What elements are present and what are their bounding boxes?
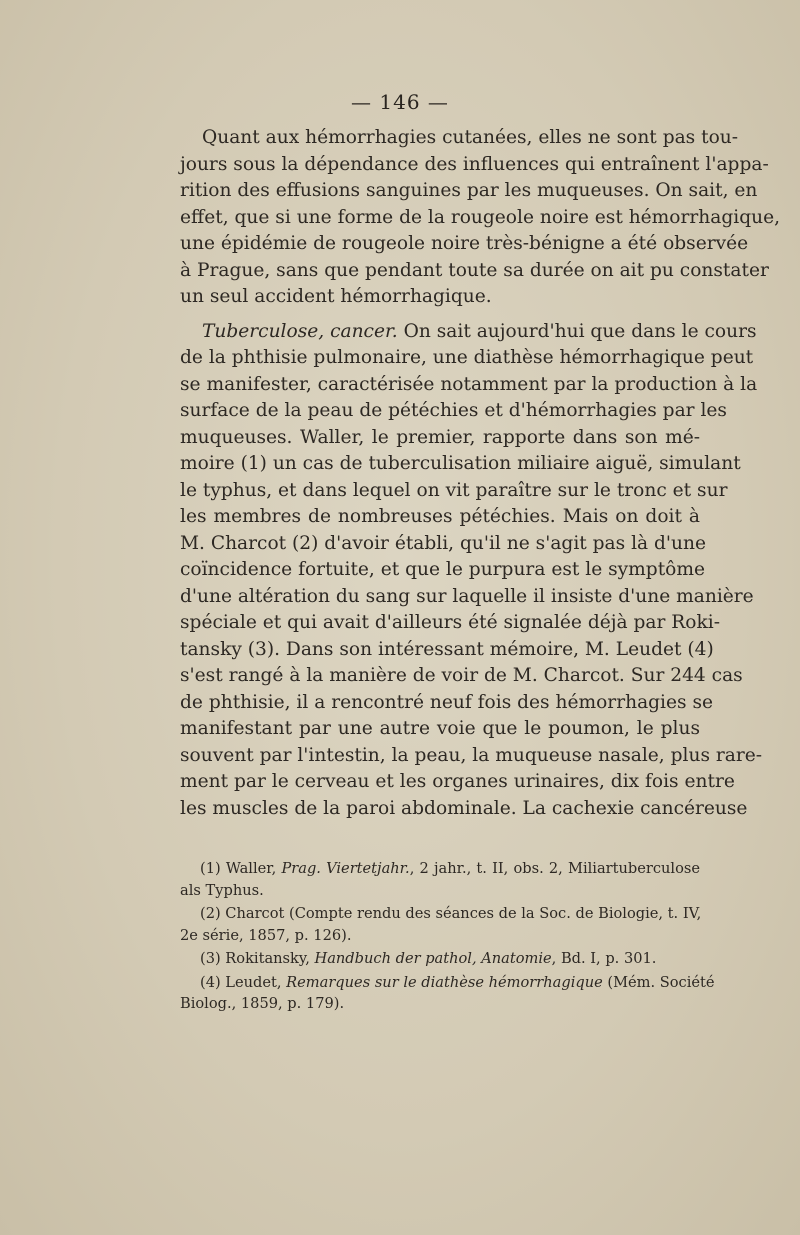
footnote-text: (1) Waller, bbox=[200, 860, 282, 877]
text-fragment: On sait aujourd'hui que dans le cours bbox=[397, 320, 757, 342]
footnote-1 bbox=[180, 858, 700, 901]
text-line: de la phthisie pulmonaire, une diathèse hémorrhagique peut bbox=[180, 347, 754, 368]
footnote-line: Biolog., 1859, p. 179). bbox=[180, 995, 345, 1012]
footnote-line: 2e série, 1857, p. 126). bbox=[180, 926, 352, 944]
text-line: les muscles de la paroi abdominale. La cachexie cancéreuse bbox=[180, 797, 748, 819]
text-line: se manifester, caractérisée notamment par la production à la bbox=[180, 373, 758, 395]
footnote-title: Remarques sur le diathèse hémorrhagique bbox=[286, 973, 603, 991]
text-line: s'est rangé à la manière de voir de M. Charcot. Sur 244 cas bbox=[180, 665, 743, 686]
text-line: muqueuses. Waller, le premier, rapporte dans son mé- bbox=[180, 426, 700, 448]
footnote-line: (2) Charcot (Compte rendu des séances de la Soc. de Biologie, t. IV, bbox=[200, 905, 702, 922]
footnote-line bbox=[180, 858, 700, 880]
footnote-text: (3) Rokitansky, bbox=[200, 950, 315, 967]
text-line bbox=[180, 319, 757, 346]
footnote-line: als Typhus. bbox=[180, 881, 264, 899]
footnote-title: Handbuch der pathol, Anatomie bbox=[314, 950, 552, 967]
text-line: surface de la peau de pétéchies et d'hémorrhagies par les bbox=[180, 400, 727, 421]
text-line: de phthisie, il a rencontré neuf fois des hémorrhagies se bbox=[180, 691, 713, 713]
text-line: à Prague, sans que pendant toute sa durée on ait pu constater bbox=[180, 259, 769, 281]
footnote-line bbox=[180, 972, 715, 994]
text-line: M. Charcot (2) d'avoir établi, qu'il ne s'agit pas là d'une bbox=[180, 532, 706, 554]
text-line: effet, que si une forme de la rougeole noire est hémorrhagique, bbox=[180, 206, 780, 228]
text-line: rition des effusions sanguines par les muqueuses. On sait, en bbox=[180, 180, 758, 201]
footnote-line bbox=[180, 948, 700, 970]
text-line: souvent par l'intestin, la peau, la muqueuse nasale, plus rare- bbox=[180, 744, 763, 766]
footnote-text: , Bd. I, p. 301. bbox=[551, 950, 657, 967]
text-line: les membres de nombreuses pétéchies. Mais on doit à bbox=[180, 506, 700, 527]
footnote-3 bbox=[180, 948, 700, 970]
text-line: ment par le cerveau et les organes urinaires, dix fois entre bbox=[180, 771, 735, 792]
text-line: un seul accident hémorrhagique. bbox=[180, 286, 492, 307]
section-heading: Tuberculose, cancer. bbox=[202, 320, 398, 342]
text-line: d'une altération du sang sur laquelle il insiste d'une manière bbox=[180, 585, 754, 607]
text-line: Quant aux hémorrhagies cutanées, elles ne sont pas tou- bbox=[202, 127, 739, 148]
text-line: le typhus, et dans lequel on vit paraître sur le tronc et sur bbox=[180, 479, 728, 501]
text-line: manifestant par une autre voie que le poumon, le plus bbox=[180, 718, 700, 739]
footnote-2 bbox=[180, 903, 700, 946]
footnote-text: (Mém. Société bbox=[602, 973, 715, 991]
page-number: — 146 — bbox=[351, 90, 449, 114]
text-line: une épidémie de rougeole noire très-bénigne a été observée bbox=[180, 233, 749, 254]
text-line: jours sous la dépendance des influences qui entraînent l'appa- bbox=[180, 153, 769, 175]
footnote-text: , 2 jahr., t. II, obs. 2, Miliartuberculose bbox=[409, 860, 700, 877]
footnotes bbox=[180, 858, 715, 1015]
text-line: spéciale et qui avait d'ailleurs été signalée déjà par Roki- bbox=[180, 612, 720, 633]
footnote-4 bbox=[180, 972, 715, 1015]
paragraph-tuberculosis-cancer bbox=[180, 319, 763, 823]
paragraph-cutaneous-hemorrhages bbox=[180, 125, 780, 311]
footnote-text: (4) Leudet, bbox=[200, 973, 287, 991]
text-line: moire (1) un cas de tuberculisation miliaire aiguë, simulant bbox=[180, 453, 741, 474]
text-line: tansky (3). Dans son intéressant mémoire, M. Leudet (4) bbox=[180, 638, 714, 660]
text-line: coïncidence fortuite, et que le purpura est le symptôme bbox=[180, 559, 705, 580]
main-text bbox=[180, 125, 780, 822]
footnote-title: Prag. Viertetjahr. bbox=[281, 860, 410, 877]
